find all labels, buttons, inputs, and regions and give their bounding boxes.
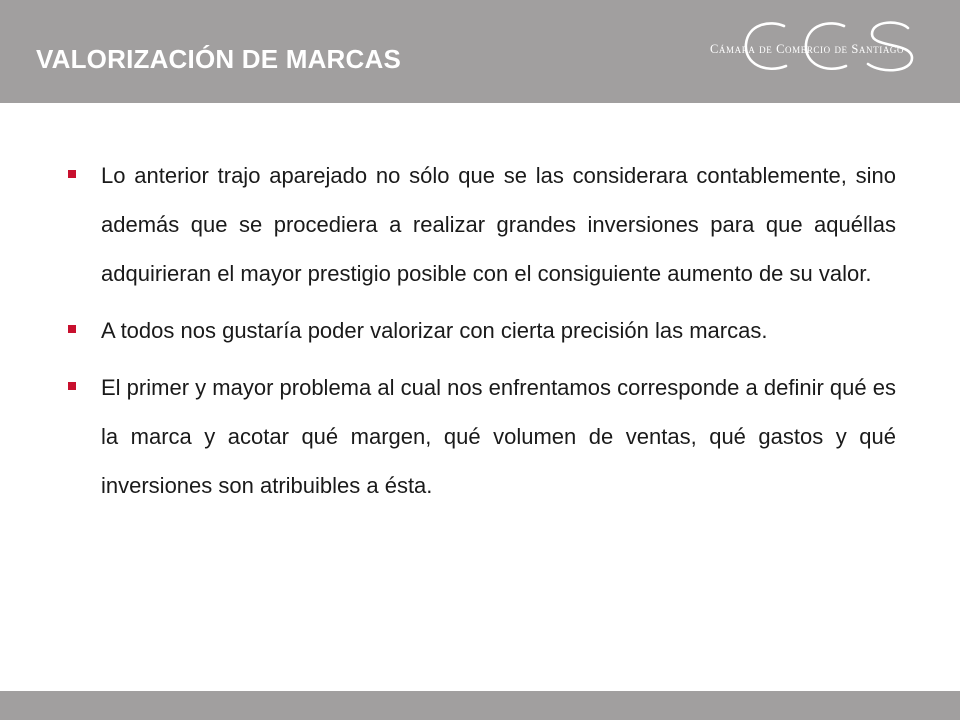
page-title: VALORIZACIÓN DE MARCAS — [36, 44, 402, 74]
list-item — [66, 151, 896, 298]
bullet-text: El primer y mayor problema al cual nos enfrentamos corresponde a definir qué es la marca y acotar qué margen, qué volumen de ventas, qué gastos y qué inversiones son atribuibles a ésta. — [101, 375, 896, 498]
square-bullet-icon — [68, 170, 76, 178]
square-bullet-icon — [68, 325, 76, 333]
bullet-list — [66, 151, 896, 518]
square-bullet-icon — [68, 382, 76, 390]
bullet-text: Lo anterior trajo aparejado no sólo que se las considerara contablemente, sino además que se procediera a realizar grandes inversiones para que aquéllas adquirieran el mayor prestigio posible con el consiguiente aumento de su valor. — [101, 163, 896, 286]
ccs-logo — [700, 12, 950, 80]
list-item — [66, 306, 896, 355]
footer-bar — [0, 691, 960, 720]
header-bar — [0, 0, 960, 103]
bullet-text: A todos nos gustaría poder valorizar con cierta precisión las marcas. — [101, 318, 768, 343]
list-item — [66, 363, 896, 510]
logo-org-name: Cámara de Comercio de Santiago — [710, 42, 905, 56]
